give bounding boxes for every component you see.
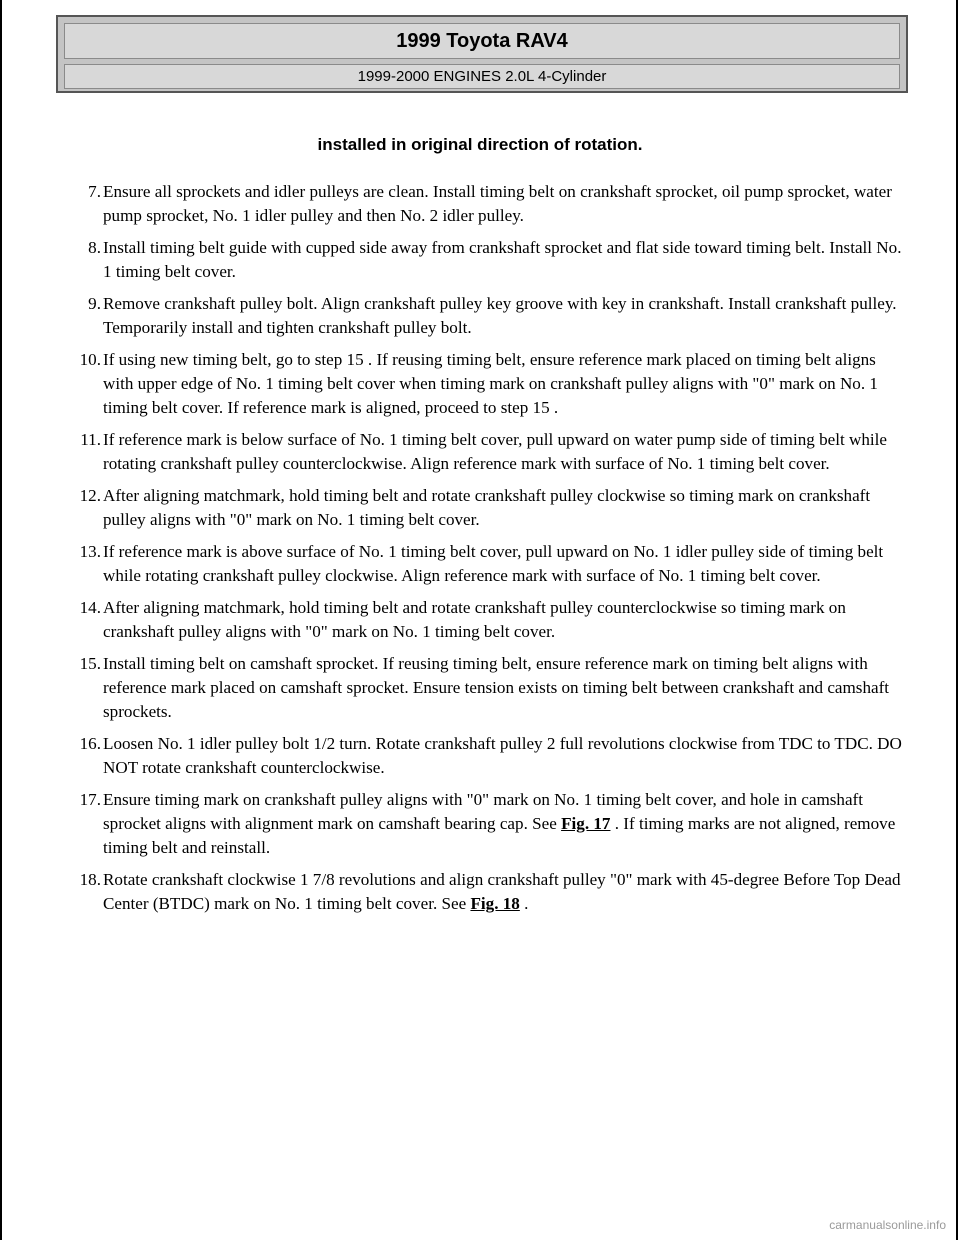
step-item	[58, 180, 908, 228]
site-watermark: carmanualsonline.info	[829, 1218, 946, 1232]
step-text: Ensure all sprockets and idler pulleys are clean. Install timing belt on crankshaft sprocket, oil pump sprocket, water pump sprocket, No. 1 idler pulley and then No. 2 idler pulley.	[103, 182, 892, 225]
step-number: 12.	[79, 486, 101, 505]
step-item	[58, 428, 908, 476]
step-text: Remove crankshaft pulley bolt. Align crankshaft pulley key groove with key in crankshaft. Install crankshaft pulley. Temporarily install and tighten crankshaft pulley bolt.	[103, 294, 897, 337]
fig-17-link[interactable]: Fig. 17	[561, 814, 611, 833]
step-text-after: . If timing marks are not aligned, remove timing belt and reinstall.	[103, 814, 896, 857]
step-number: 18.	[79, 870, 101, 889]
step-number: 14.	[79, 598, 101, 617]
step-item	[58, 652, 908, 724]
step-number: 7.	[88, 182, 101, 201]
step-item	[58, 788, 908, 860]
step-number: 8.	[88, 238, 101, 257]
step-item	[58, 348, 908, 420]
step-item	[58, 484, 908, 532]
step-text: Loosen No. 1 idler pulley bolt 1/2 turn. Rotate crankshaft pulley 2 full revolutions clockwise from TDC to TDC. DO NOT rotate crankshaft counterclockwise.	[103, 734, 902, 777]
document-header	[56, 15, 908, 93]
step-number: 10.	[79, 350, 101, 369]
fig-18-link[interactable]: Fig. 18	[470, 894, 520, 913]
step-number: 9.	[88, 294, 101, 313]
procedure-steps	[58, 180, 908, 924]
step-text-before: Rotate crankshaft clockwise 1 7/8 revolutions and align crankshaft pulley "0" mark with 45-degree Before Top Dead Center (BTDC) mark on No. 1 timing belt cover. See	[103, 870, 901, 913]
document-title: 1999 Toyota RAV4	[64, 23, 900, 59]
document-subtitle: 1999-2000 ENGINES 2.0L 4-Cylinder	[64, 64, 900, 89]
step-number: 17.	[79, 790, 101, 809]
step-item	[58, 596, 908, 644]
step-number: 16.	[79, 734, 101, 753]
step-text: Install timing belt guide with cupped side away from crankshaft sprocket and flat side toward timing belt. Install No. 1 timing belt cover.	[103, 238, 902, 281]
step-text	[103, 788, 908, 860]
step-item	[58, 292, 908, 340]
step-number: 15.	[79, 654, 101, 673]
step-item	[58, 868, 908, 916]
step-text	[103, 868, 908, 916]
figure-caption: installed in original direction of rotation.	[317, 135, 643, 154]
step-item	[58, 236, 908, 284]
step-text-before: Ensure timing mark on crankshaft pulley aligns with "0" mark on No. 1 timing belt cover, and hole in camshaft sprocket aligns with alignment mark on camshaft bearing cap. See	[103, 790, 864, 833]
step-text: After aligning matchmark, hold timing belt and rotate crankshaft pulley counterclockwise so timing mark on crankshaft pulley aligns with "0" mark on No. 1 timing belt cover.	[103, 598, 846, 641]
step-item	[58, 732, 908, 780]
step-item	[58, 540, 908, 588]
step-number: 11.	[80, 430, 101, 449]
step-text-after: .	[519, 894, 529, 913]
step-text: Install timing belt on camshaft sprocket. If reusing timing belt, ensure reference mark on timing belt aligns with reference mark placed on camshaft sprocket. Ensure tension exists on timing belt between crankshaft and camshaft sprockets.	[103, 654, 890, 721]
step-text: If using new timing belt, go to step 15 . If reusing timing belt, ensure reference mark placed on timing belt aligns with upper edge of No. 1 timing belt cover when timing mark on crankshaft pulley aligns with "0" mark on No. 1 timing belt cover. If reference mark is aligned, proceed to step 15 .	[103, 350, 878, 417]
step-text: After aligning matchmark, hold timing belt and rotate crankshaft pulley clockwise so timing mark on crankshaft pulley aligns with "0" mark on No. 1 timing belt cover.	[103, 486, 871, 529]
step-text: If reference mark is above surface of No. 1 timing belt cover, pull upward on No. 1 idler pulley side of timing belt while rotating crankshaft pulley clockwise. Align reference mark with surface of No. 1 timing belt cover.	[103, 542, 884, 585]
step-text: If reference mark is below surface of No. 1 timing belt cover, pull upward on water pump side of timing belt while rotating crankshaft pulley counterclockwise. Align reference mark with surface of No. 1 timing belt cover.	[103, 430, 887, 473]
step-number: 13.	[79, 542, 101, 561]
